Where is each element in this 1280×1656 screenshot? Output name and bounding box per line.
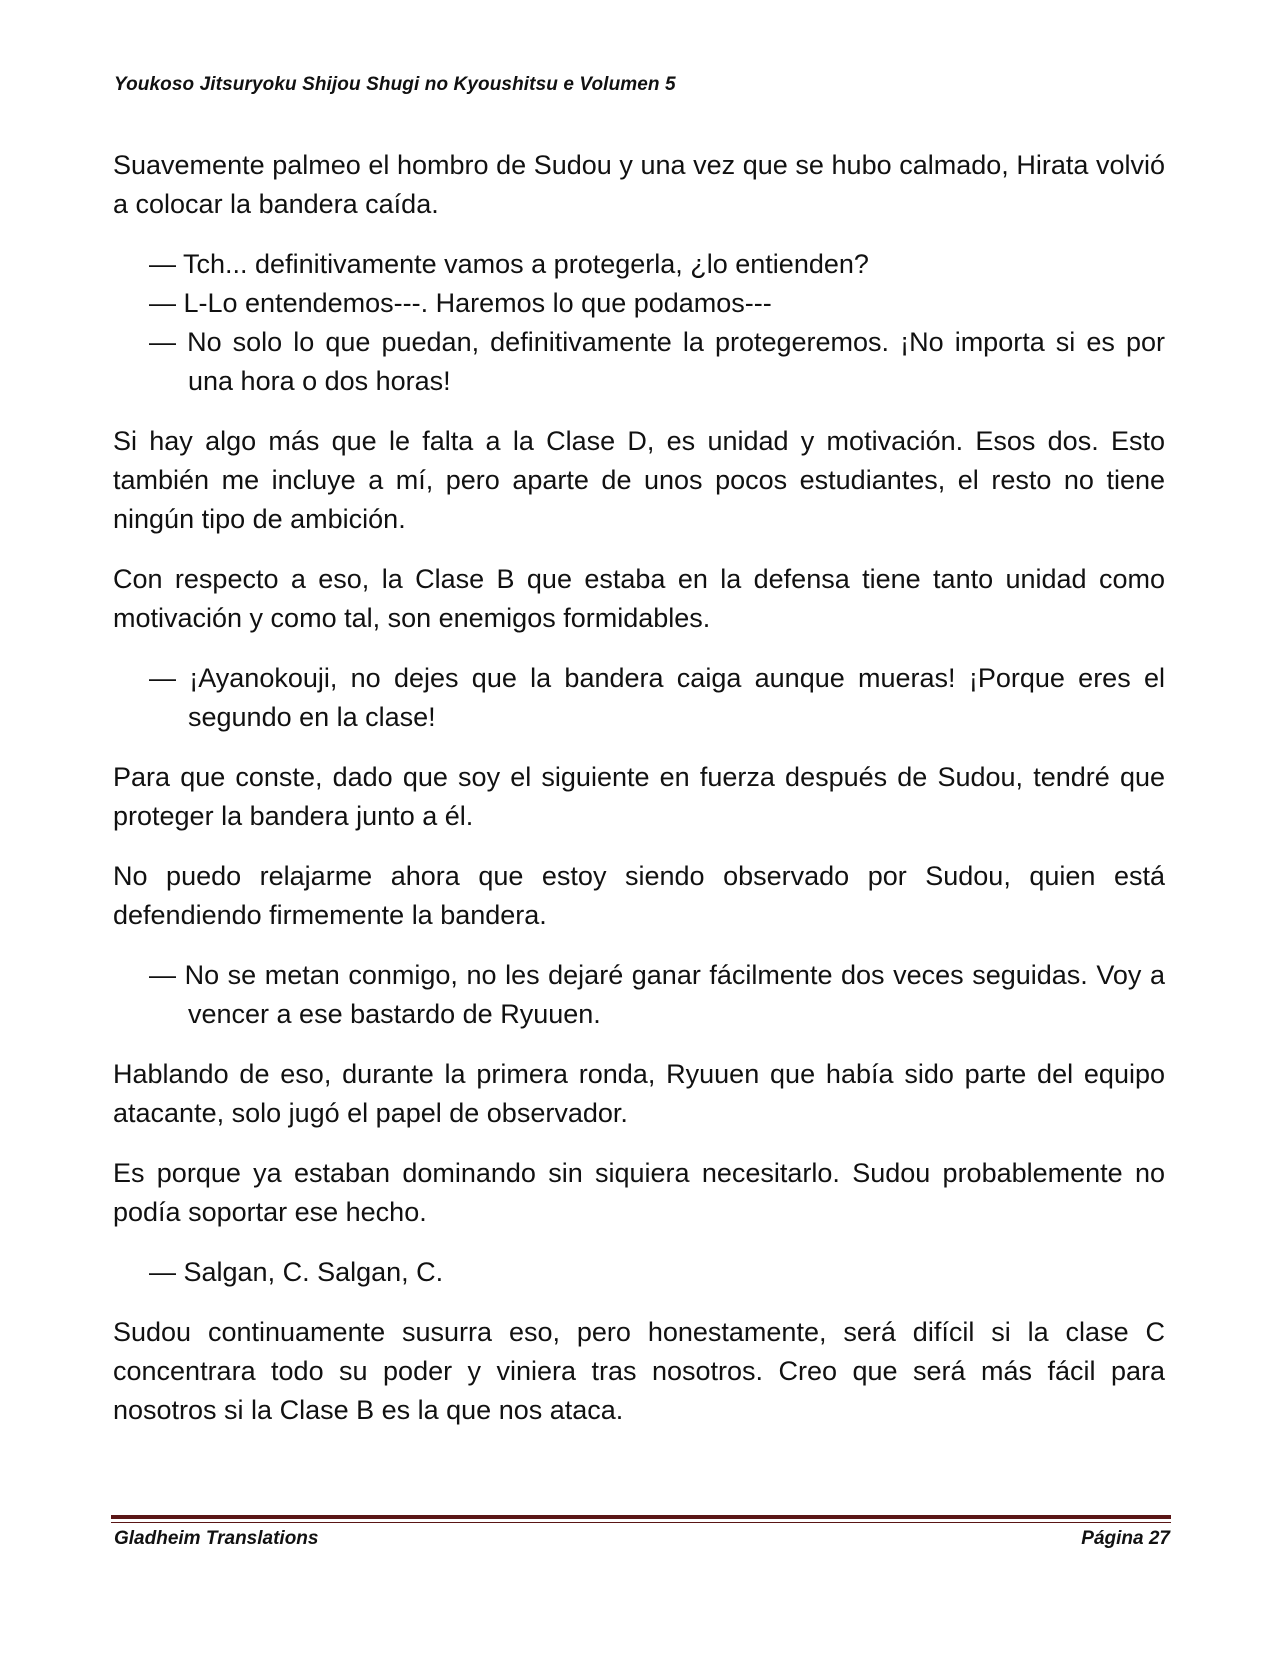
paragraph: Hablando de eso, durante la primera ronda, Ryuuen que había sido parte del equipo atacante, solo jugó el papel de observador. (113, 1059, 1165, 1128)
paragraph: Suavemente palmeo el hombro de Sudou y una vez que se hubo calmado, Hirata volvió a colocar la bandera caída. (113, 150, 1165, 219)
paragraph: Para que conste, dado que soy el siguiente en fuerza después de Sudou, tendré que proteger la bandera junto a él. (113, 762, 1165, 831)
footer-page-number: Página 27 (1081, 1528, 1170, 1549)
dialogue-group (113, 1253, 1165, 1292)
dialogue-group (113, 245, 1165, 401)
footer-rule (111, 1515, 1171, 1519)
document-body (113, 146, 1165, 1451)
paragraph: No puedo relajarme ahora que estoy siendo observado por Sudou, quien está defendiendo firmemente la bandera. (113, 861, 1165, 930)
paragraph: Si hay algo más que le falta a la Clase D, es unidad y motivación. Esos dos. Esto también me incluye a mí, pero aparte de unos pocos estudiantes, el resto no tiene ningún tipo de ambición. (113, 426, 1165, 534)
dialogue-line: — No se metan conmigo, no les dejaré ganar fácilmente dos veces seguidas. Voy a vencer a ese bastardo de Ryuuen. (149, 960, 1165, 1029)
paragraph: Es porque ya estaban dominando sin siquiera necesitarlo. Sudou probablemente no podía soportar ese hecho. (113, 1158, 1165, 1227)
dialogue-line: — Tch... definitivamente vamos a protegerla, ¿lo entienden? (149, 249, 869, 279)
paragraph: Sudou continuamente susurra eso, pero honestamente, será difícil si la clase C concentrara todo su poder y viniera tras nosotros. Creo que será más fácil para nosotros si la Clase B es la que nos ataca. (113, 1317, 1165, 1425)
dialogue-line: — ¡Ayanokouji, no dejes que la bandera caiga aunque mueras! ¡Porque eres el segundo en la clase! (149, 663, 1165, 732)
footer-rule-thin (111, 1522, 1171, 1523)
dialogue-group (113, 956, 1165, 1034)
dialogue-group (113, 659, 1165, 737)
dialogue-line: — No solo lo que puedan, definitivamente la protegeremos. ¡No importa si es por una hora o dos horas! (149, 327, 1165, 396)
footer-publisher: Gladheim Translations (114, 1528, 319, 1549)
dialogue-line: — Salgan, C. Salgan, C. (149, 1257, 444, 1287)
page-header-title: Youkoso Jitsuryoku Shijou Shugi no Kyoushitsu e Volumen 5 (114, 74, 676, 95)
paragraph: Con respecto a eso, la Clase B que estaba en la defensa tiene tanto unidad como motivación y como tal, son enemigos formidables. (113, 564, 1165, 633)
dialogue-line: — L-Lo entendemos---. Haremos lo que podamos--- (149, 288, 772, 318)
